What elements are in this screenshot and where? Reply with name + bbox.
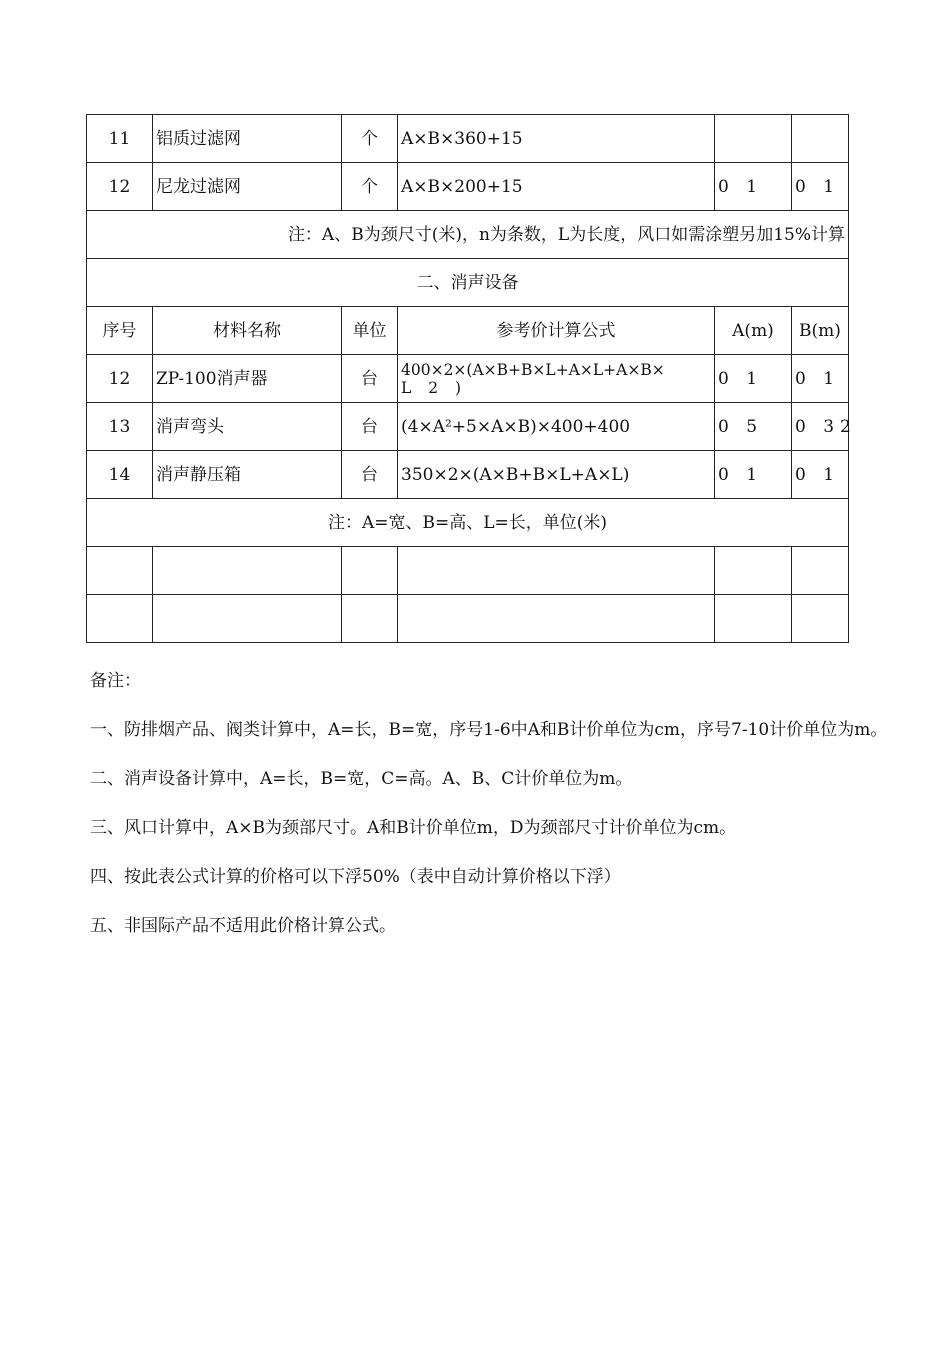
empty-cell [792, 547, 849, 595]
header-b: B(m) [792, 307, 849, 355]
remark-line: 二、消声设备计算中，A=长，B=宽，C=高。A、B、C计价单位为m。 [90, 769, 633, 789]
a-value: 0 1 [715, 355, 792, 403]
formula-cell: A×B×200+15 [398, 163, 715, 211]
section-title: 二、消声设备 [87, 259, 849, 307]
remarks-title: 备注： [90, 671, 141, 691]
header-a: A(m) [715, 307, 792, 355]
row-number: 13 [87, 403, 153, 451]
header-name: 材料名称 [153, 307, 342, 355]
formula-cell [398, 355, 715, 403]
b-value: 0 1 [792, 451, 849, 499]
empty-cell [715, 547, 792, 595]
empty-cell [87, 595, 153, 643]
remark-line: 四、按此表公式计算的价格可以下浮50%（表中自动计算价格以下浮） [90, 867, 621, 887]
a-value: 0 1 [715, 451, 792, 499]
duct-note: 注：A、B为颈尺寸(米)，n为条数，L为长度，风口如需涂塑另加15%计算 [87, 211, 849, 259]
empty-cell [153, 595, 342, 643]
a-value: 0 5 [715, 403, 792, 451]
b-value: 0 1 [792, 355, 849, 403]
a-value [715, 115, 792, 163]
remark-line: 五、非国际产品不适用此价格计算公式。 [90, 916, 396, 936]
empty-cell [153, 547, 342, 595]
empty-cell [398, 595, 715, 643]
header-no: 序号 [87, 307, 153, 355]
row-number: 14 [87, 451, 153, 499]
empty-row [87, 547, 849, 595]
material-name: 消声弯头 [153, 403, 342, 451]
remark-line: 一、防排烟产品、阀类计算中，A=长，B=宽，序号1-6中A和B计价单位为cm，序号7-10计价单位为m。 [90, 720, 888, 740]
b-value: 0 32 [792, 403, 849, 451]
formula-cell: (4×A²+5×A×B)×400+400 [398, 403, 715, 451]
material-name: 消声静压箱 [153, 451, 342, 499]
header-unit: 单位 [342, 307, 398, 355]
unit-cell: 台 [342, 403, 398, 451]
row-number: 12 [87, 163, 153, 211]
empty-cell [715, 595, 792, 643]
note-row [87, 211, 849, 259]
unit-cell: 台 [342, 451, 398, 499]
table-row [87, 355, 849, 403]
units-note: 注：A=宽、B=高、L=长，单位(米) [87, 499, 849, 547]
table-row [87, 163, 849, 211]
row-number: 12 [87, 355, 153, 403]
formula-line: L 2 ) [401, 378, 468, 397]
header-formula: 参考价计算公式 [398, 307, 715, 355]
empty-cell [792, 595, 849, 643]
empty-cell [87, 547, 153, 595]
material-name: 铝质过滤网 [153, 115, 342, 163]
empty-row [87, 595, 849, 643]
unit-cell: 台 [342, 355, 398, 403]
note-row [87, 499, 849, 547]
remark-line: 三、风口计算中，A×B为颈部尺寸。A和B计价单位m，D为颈部尺寸计价单位为cm。 [90, 818, 737, 838]
material-name: 尼龙过滤网 [153, 163, 342, 211]
row-number: 11 [87, 115, 153, 163]
b-value: 0 1 [792, 163, 849, 211]
remarks-section [90, 668, 950, 962]
empty-cell [342, 595, 398, 643]
a-value: 0 1 [715, 163, 792, 211]
formula-cell: 350×2×(A×B+B×L+A×L) [398, 451, 715, 499]
empty-cell [342, 547, 398, 595]
price-formula-table [86, 114, 857, 643]
table-row [87, 403, 849, 451]
formula-cell: A×B×360+15 [398, 115, 715, 163]
b-value [792, 115, 849, 163]
unit-cell: 个 [342, 115, 398, 163]
formula-line: 400×2×(A×B+B×L+A×L+A×B× [401, 360, 665, 379]
material-name: ZP-100消声器 [153, 355, 342, 403]
empty-cell [398, 547, 715, 595]
header-row [87, 307, 849, 355]
table-row [87, 115, 849, 163]
table-row [87, 451, 849, 499]
section-title-row [87, 259, 849, 307]
unit-cell: 个 [342, 163, 398, 211]
